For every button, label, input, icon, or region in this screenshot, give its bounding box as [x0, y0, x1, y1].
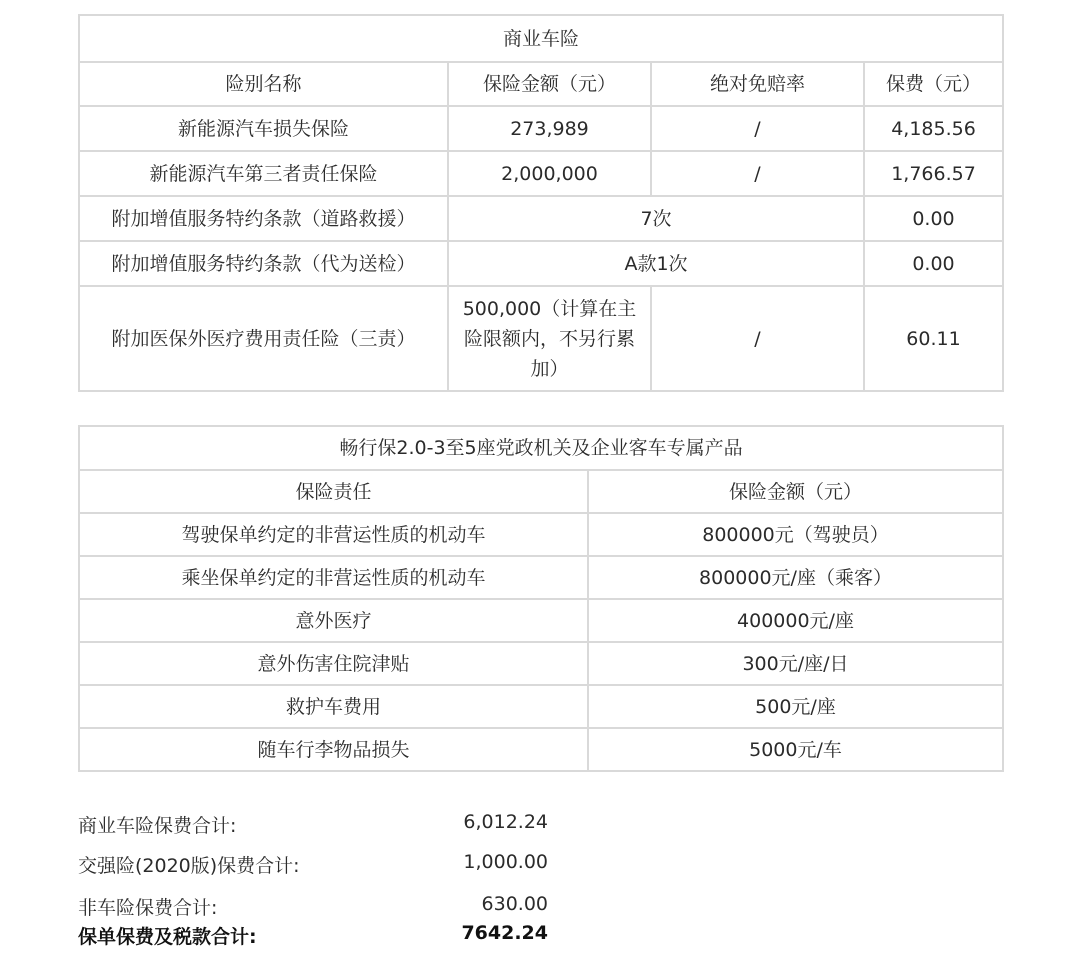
total-value: 1,000.00: [463, 851, 548, 873]
table-row: [79, 106, 1003, 151]
total-non-vehicle-premium: [78, 893, 548, 919]
coverage-name: 附加增值服务特约条款（代为送检）: [79, 241, 448, 286]
duty-name: 驾驶保单约定的非营运性质的机动车: [79, 513, 588, 556]
deductible-rate: /: [651, 286, 864, 391]
duty-name: 救护车费用: [79, 685, 588, 728]
premium-value: 4,185.56: [864, 106, 1003, 151]
total-value: 630.00: [481, 893, 548, 915]
coverage-name: 新能源汽车损失保险: [79, 106, 448, 151]
coverage-name: 新能源汽车第三者责任保险: [79, 151, 448, 196]
total-label: 交强险(2020版)保费合计:: [78, 855, 300, 877]
table-row: [79, 599, 1003, 642]
header-duty: 保险责任: [79, 470, 588, 513]
premium-value: 0.00: [864, 241, 1003, 286]
total-value: 6,012.24: [463, 811, 548, 833]
deductible-rate: /: [651, 151, 864, 196]
changxing-product-table: [78, 425, 1004, 772]
total-label: 商业车险保费合计:: [78, 815, 237, 837]
total-commercial-premium: [78, 811, 548, 837]
premium-value: 0.00: [864, 196, 1003, 241]
total-compulsory-premium: [78, 851, 548, 877]
commercial-table-title: 商业车险: [79, 15, 1003, 62]
insured-amount: 2,000,000: [448, 151, 651, 196]
coverage-name: 附加增值服务特约条款（道路救援）: [79, 196, 448, 241]
duty-name: 随车行李物品损失: [79, 728, 588, 771]
table-row: [79, 642, 1003, 685]
table-row: [79, 513, 1003, 556]
duty-amount: 400000元/座: [588, 599, 1003, 642]
total-label: 保单保费及税款合计:: [78, 926, 257, 948]
table-row: [79, 728, 1003, 771]
duty-amount: 800000元/座（乘客）: [588, 556, 1003, 599]
total-value: 7642.24: [461, 922, 548, 944]
table-row: [79, 151, 1003, 196]
duty-amount: 500元/座: [588, 685, 1003, 728]
table-row: [79, 685, 1003, 728]
duty-amount: 300元/座/日: [588, 642, 1003, 685]
header-insured-amount: 保险金额（元）: [448, 62, 651, 106]
table-row: [79, 196, 1003, 241]
header-premium: 保费（元）: [864, 62, 1003, 106]
total-label: 非车险保费合计:: [78, 897, 218, 919]
duty-amount: 800000元（驾驶员）: [588, 513, 1003, 556]
deductible-rate: /: [651, 106, 864, 151]
service-count: A款1次: [448, 241, 864, 286]
duty-name: 乘坐保单约定的非营运性质的机动车: [79, 556, 588, 599]
duty-name: 意外伤害住院津贴: [79, 642, 588, 685]
table-row: [79, 286, 1003, 391]
service-count: 7次: [448, 196, 864, 241]
duty-amount: 5000元/车: [588, 728, 1003, 771]
duty-name: 意外医疗: [79, 599, 588, 642]
insured-amount: 500,000（计算在主险限额内，不另行累加）: [448, 286, 651, 391]
table-row: [79, 241, 1003, 286]
header-insured-amount: 保险金额（元）: [588, 470, 1003, 513]
header-coverage-name: 险别名称: [79, 62, 448, 106]
changxing-table-title: 畅行保2.0-3至5座党政机关及企业客车专属产品: [79, 426, 1003, 470]
premium-value: 1,766.57: [864, 151, 1003, 196]
premium-value: 60.11: [864, 286, 1003, 391]
table-row: [79, 556, 1003, 599]
commercial-insurance-table: [78, 14, 1004, 392]
insured-amount: 273,989: [448, 106, 651, 151]
coverage-name: 附加医保外医疗费用责任险（三责）: [79, 286, 448, 391]
header-deductible-rate: 绝对免赔率: [651, 62, 864, 106]
total-policy-premium-and-tax: [78, 922, 548, 948]
